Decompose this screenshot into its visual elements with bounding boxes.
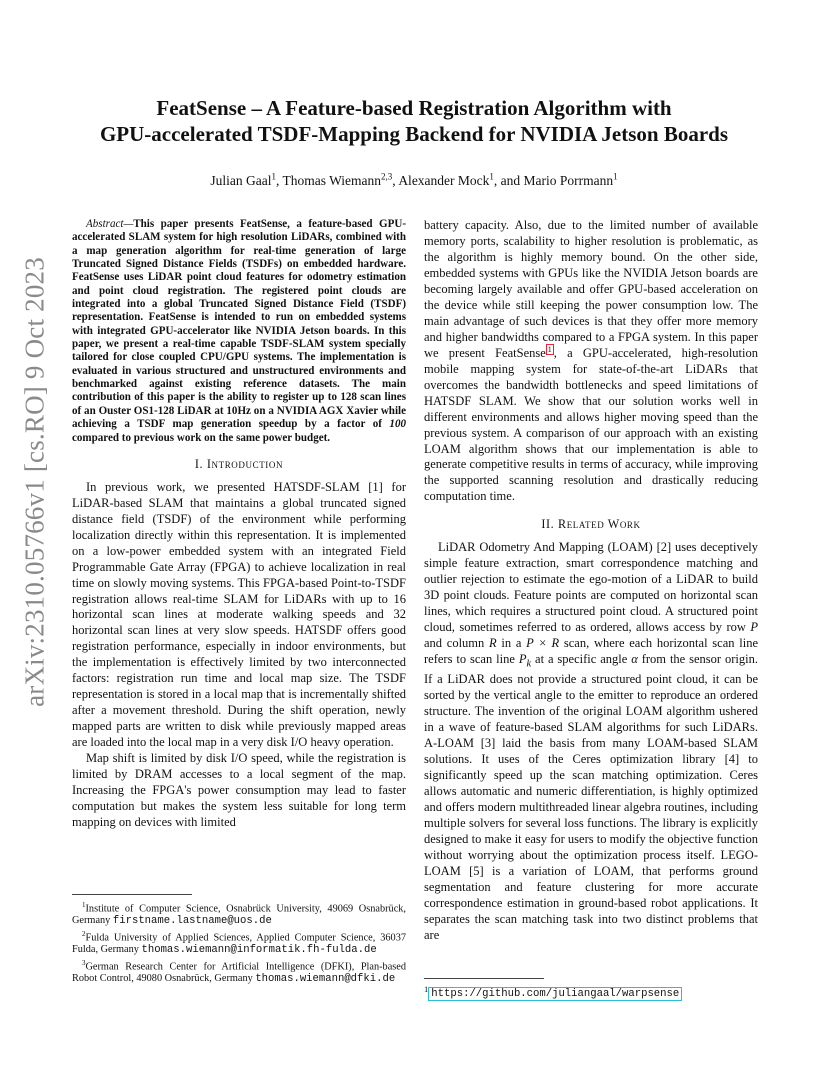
url-footnote: $^1$ https://github.com/juliangaal/warpsense xyxy=(424,978,758,1000)
right-column xyxy=(424,218,758,944)
intro-paragraph: In previous work, we presented HATSDF-SLAM [1] for LiDAR-based SLAM that maintains a global truncated signed distance field (TSDF) of the environment while performing localization directly within this representation. It is implemented on a low-power embedded system with an integrated Field Programmable Gate Array (FPGA) to achieve localization in real time on slowly moving systems. This FPGA-based Point-to-TSDF registration allows real-time SLAM for LiDARs with up to 16 horizontal scan lines at moderate walking speeds and 32 horizontal scan lines at very slow speeds. HATSDF offers good registration performance, especially in indoor environments, but the implementation is effectively limited by two interconnected factors: registration run time and local map size. The TSDF representation is stored in a local map that is incrementally shifted after a movement threshold. During the shift operation, newly mapped parts are written to disk while previously mapped areas are loaded into the local map in a very disk I/O heavy operation. xyxy=(72,479,406,750)
footnote-affiliation-3: $^3$German Research Center for Artificial Intelligence (DFKI), Plan-based Robot Control, 49080 Osnabrück, Germany thomas.wiemann@dfki.de xyxy=(72,959,406,986)
author: Alexander Mock$^1$, and xyxy=(398,171,524,188)
footnote-rule xyxy=(424,978,544,979)
section-heading-related-work: II. Related Work xyxy=(541,517,641,532)
abstract-label: Abstract xyxy=(86,218,124,230)
footnote-rule xyxy=(72,894,192,895)
section-heading-introduction: I. Introduction xyxy=(194,456,284,471)
intro-paragraph: battery capacity. Also, due to the limited number of available memory ports, scalability to higher resolution is problematic, as the algorithm is highly memory bound. On the other side, embedded systems with GPUs like the NVIDIA Jetson boards are becoming largely available and offer GPU-based acceleration on the device while still keeping the power consumption low. The main advantage of such devices is that they offer more memory and higher bandwidths compared to a FPGA system. In this paper we present FeatSense $^1$ , a GPU-accelerated, high-resolution mobile mapping system for state-of-the-art LiDARs that overcomes the bandwidth bottlenecks and speed limitations of HATSDF SLAM. We show that our solution works well in different environments and allows higher moving speed than the previous system. A comparison of our approach with an existing LOAM algorithm shows that our implementation is able to generate competitive results in terms of accuracy, while improving the supported scanning resolution and drastically reducing computation time. xyxy=(424,218,758,504)
author-list xyxy=(60,171,768,189)
abstract: Abstract—This paper presents FeatSense, a feature-based GPU-accelerated SLAM system for high resolution LiDARs, combined with a map generation algorithm for real-time generation of large Truncated Signed Distance Fields (TSDFs) on embedded hardware. FeatSense uses LiDAR point cloud features for odometry estimation and point cloud registration. The registered point clouds are integrated into a global Truncated Signed Distance Field (TSDF) representation. FeatSense is intended to run on embedded systems with integrated GPU-accelerator like NVIDIA Jetson boards. In this paper, we present a real-time capable TSDF-SLAM system specially tailored for close coupled CPU/GPU systems. The implementation is evaluated in various structured and unstructured environments and benchmarked against existing reference datasets. The main contribution of this paper is the ability to register up to 128 scan lines of an Ouster OS1-128 LiDAR at 10Hz on a NVIDIA AGX Xavier while achieving a TSDF map generation speedup by a factor of 100 compared to previous work on the same power budget. xyxy=(72,218,406,444)
email-address: thomas.wiemann@dfki.de xyxy=(255,973,396,986)
footnote-reference-link[interactable]: 1 xyxy=(547,344,552,354)
footnote-affiliation-1: $^1$Institute of Computer Science, Osnabrück University, 49069 Osnabrück, Germany firstname.lastname@uos.de xyxy=(72,901,406,928)
affiliation-footnotes xyxy=(72,894,406,987)
left-column xyxy=(72,218,406,831)
email-address: thomas.wiemann@informatik.fh-fulda.de xyxy=(141,944,377,957)
arxiv-identifier: arXiv:2310.05766v1 [cs.RO] 9 Oct 2023 xyxy=(19,257,50,707)
related-work-paragraph: LiDAR Odometry And Mapping (LOAM) [2] uses deceptively simple feature extraction, smart correspondence matching and outlier rejection to estimate the ego-motion of a LiDAR to build 3D point clouds. Feature points are computed on horizontal scan lines, which requires a structured point cloud. A structured point cloud, sometimes referred to as ordered, allows access by row P and column R in a P × R scan, where each horizontal scan line refers to scan line $P_k$ at a specific angle α from the sensor origin. If a LiDAR does not provide a structured point cloud, it can be sorted by the vertical angle to the emitter to reproduce an ordered structure. The invention of the original LOAM algorithm ushered in a wave of feature-based SLAM algorithms for such LiDARs. A-LOAM [3] laid the basis from many LOAM-based SLAM solutions. It uses of the Ceres optimization library [4] to significantly speed up the scan matching optimization. Ceres allows automatic and numeric differentiation, is highly optimized and offers modern multithreaded linear algebra routines, including multiple solvers for several loss functions. The library is explicitly designed to make it easy for users to modify the objective function without worrying about the optimization process itself. LEGO-LOAM [5] is a variation of LOAM, that performs ground segmentation and feature clustering for more accurate correspondence estimation in ground-based robot applications. It separates the scan matching task into two distinct problems that are xyxy=(424,540,758,942)
github-url-link[interactable]: https://github.com/juliangaal/warpsense xyxy=(428,987,682,1001)
intro-paragraph: Map shift is limited by disk I/O speed, while the registration is limited by DRAM accesses to a local segment of the map. Increasing the FPGA's power consumption may lead to faster computation but makes the system less suitable for long term mapping on devices with limited xyxy=(72,751,406,829)
author: Thomas Wiemann$^{2,3}$, xyxy=(282,171,399,188)
author: Mario Porrmann$^1$ xyxy=(523,171,618,188)
author: Julian Gaal$^1$, xyxy=(210,171,283,188)
title-line-2: GPU-accelerated TSDF-Mapping Backend for NVIDIA Jetson Boards xyxy=(99,122,729,146)
email-address: firstname.lastname@uos.de xyxy=(112,915,272,928)
title-line-1: FeatSense – A Feature-based Registration Algorithm with xyxy=(156,96,672,120)
footnote-affiliation-2: $^2$Fulda University of Applied Sciences, Applied Computer Science, 36037 Fulda, Germany thomas.wiemann@informatik.fh-fulda.de xyxy=(72,930,406,957)
paper-title xyxy=(60,95,768,147)
